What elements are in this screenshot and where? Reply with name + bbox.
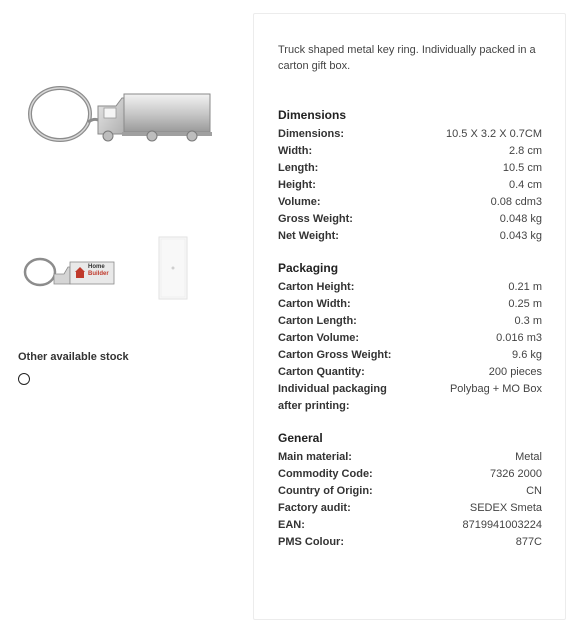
spec-value: 0.048 kg [499, 213, 542, 225]
logo-line-2: Builder [88, 271, 109, 277]
spec-value: 877C [515, 536, 542, 548]
spec-value: 2.8 cm [508, 145, 542, 157]
spec-value: 0.016 m3 [496, 332, 542, 344]
spec-sections [278, 108, 542, 551]
product-gallery [0, 0, 240, 639]
spec-section-title: Packaging [278, 261, 339, 275]
spec-label: Carton Height: [278, 281, 355, 293]
spec-section-general [278, 431, 542, 551]
product-description: Truck shaped metal key ring. Individually packed in a carton gift box. [278, 44, 536, 72]
spec-row [278, 347, 542, 364]
spec-row [278, 126, 542, 143]
spec-value: 0.21 m [508, 281, 542, 293]
spec-value: 0.043 kg [499, 230, 542, 242]
spec-label: Country of Origin: [278, 485, 373, 497]
spec-value: SEDEX Smeta [469, 502, 542, 514]
spec-row [278, 228, 542, 245]
spec-value: 10.5 cm [502, 162, 542, 174]
spec-value: 200 pieces [488, 366, 542, 378]
spec-value: 0.08 cdm3 [490, 196, 542, 208]
spec-label: Height: [278, 179, 316, 191]
spec-section-title: Dimensions [278, 108, 347, 122]
keyring-truck-image [24, 84, 220, 148]
stock-option-radio[interactable] [18, 373, 30, 385]
spec-value: 0.25 m [508, 298, 542, 310]
spec-row [278, 330, 542, 347]
spec-value: Polybag + MO Box [449, 383, 542, 395]
spec-section-dimensions [278, 108, 542, 245]
spec-label: Commodity Code: [278, 468, 373, 480]
spec-label: Carton Length: [278, 315, 357, 327]
spec-row [278, 517, 542, 534]
logo-line-1: Home [88, 264, 105, 270]
spec-label: Volume: [278, 196, 321, 208]
thumbnail-branded-keyring[interactable] [20, 252, 120, 292]
spec-row [278, 313, 542, 330]
spec-label: Carton Gross Weight: [278, 349, 392, 361]
other-stock-title: Other available stock [18, 351, 129, 363]
spec-row [278, 279, 542, 296]
spec-value: CN [526, 485, 542, 497]
spec-label: Carton Width: [278, 298, 351, 310]
spec-label: PMS Colour: [278, 536, 344, 548]
spec-label: Individual packaging after printing: [278, 383, 387, 412]
spec-row [278, 534, 542, 551]
spec-label: Width: [278, 145, 313, 157]
spec-section-packaging [278, 261, 542, 415]
spec-row [278, 296, 542, 313]
spec-row [278, 500, 542, 517]
spec-label: Carton Volume: [278, 332, 360, 344]
spec-row [278, 381, 542, 415]
thumbnail-logo-text [88, 264, 109, 278]
spec-label: Carton Quantity: [278, 366, 365, 378]
spec-row [278, 194, 542, 211]
spec-label: Dimensions: [278, 128, 345, 140]
spec-label: Factory audit: [278, 502, 351, 514]
spec-row [278, 160, 542, 177]
product-details-card [253, 13, 566, 620]
product-details-content [278, 42, 542, 567]
spec-label: Length: [278, 162, 319, 174]
spec-label: EAN: [278, 519, 305, 531]
spec-row [278, 211, 542, 228]
spec-row [278, 143, 542, 160]
spec-row [278, 364, 542, 381]
spec-row [278, 483, 542, 500]
gift-box-image [158, 236, 188, 300]
spec-row [278, 177, 542, 194]
spec-value: 0.4 cm [508, 179, 542, 191]
spec-label: Main material: [278, 451, 352, 463]
spec-value: 7326 2000 [490, 468, 542, 480]
product-main-image[interactable] [24, 84, 220, 148]
spec-value: 10.5 X 3.2 X 0.7CM [446, 128, 542, 140]
spec-value: 0.3 m [514, 315, 542, 327]
spec-value: Metal [515, 451, 542, 463]
spec-section-title: General [278, 431, 323, 445]
spec-label: Gross Weight: [278, 213, 353, 225]
spec-value: 9.6 kg [512, 349, 542, 361]
spec-row [278, 466, 542, 483]
spec-row [278, 449, 542, 466]
thumbnail-gift-box[interactable] [158, 236, 188, 300]
spec-label: Net Weight: [278, 230, 339, 242]
spec-value: 8719941003224 [462, 519, 542, 531]
